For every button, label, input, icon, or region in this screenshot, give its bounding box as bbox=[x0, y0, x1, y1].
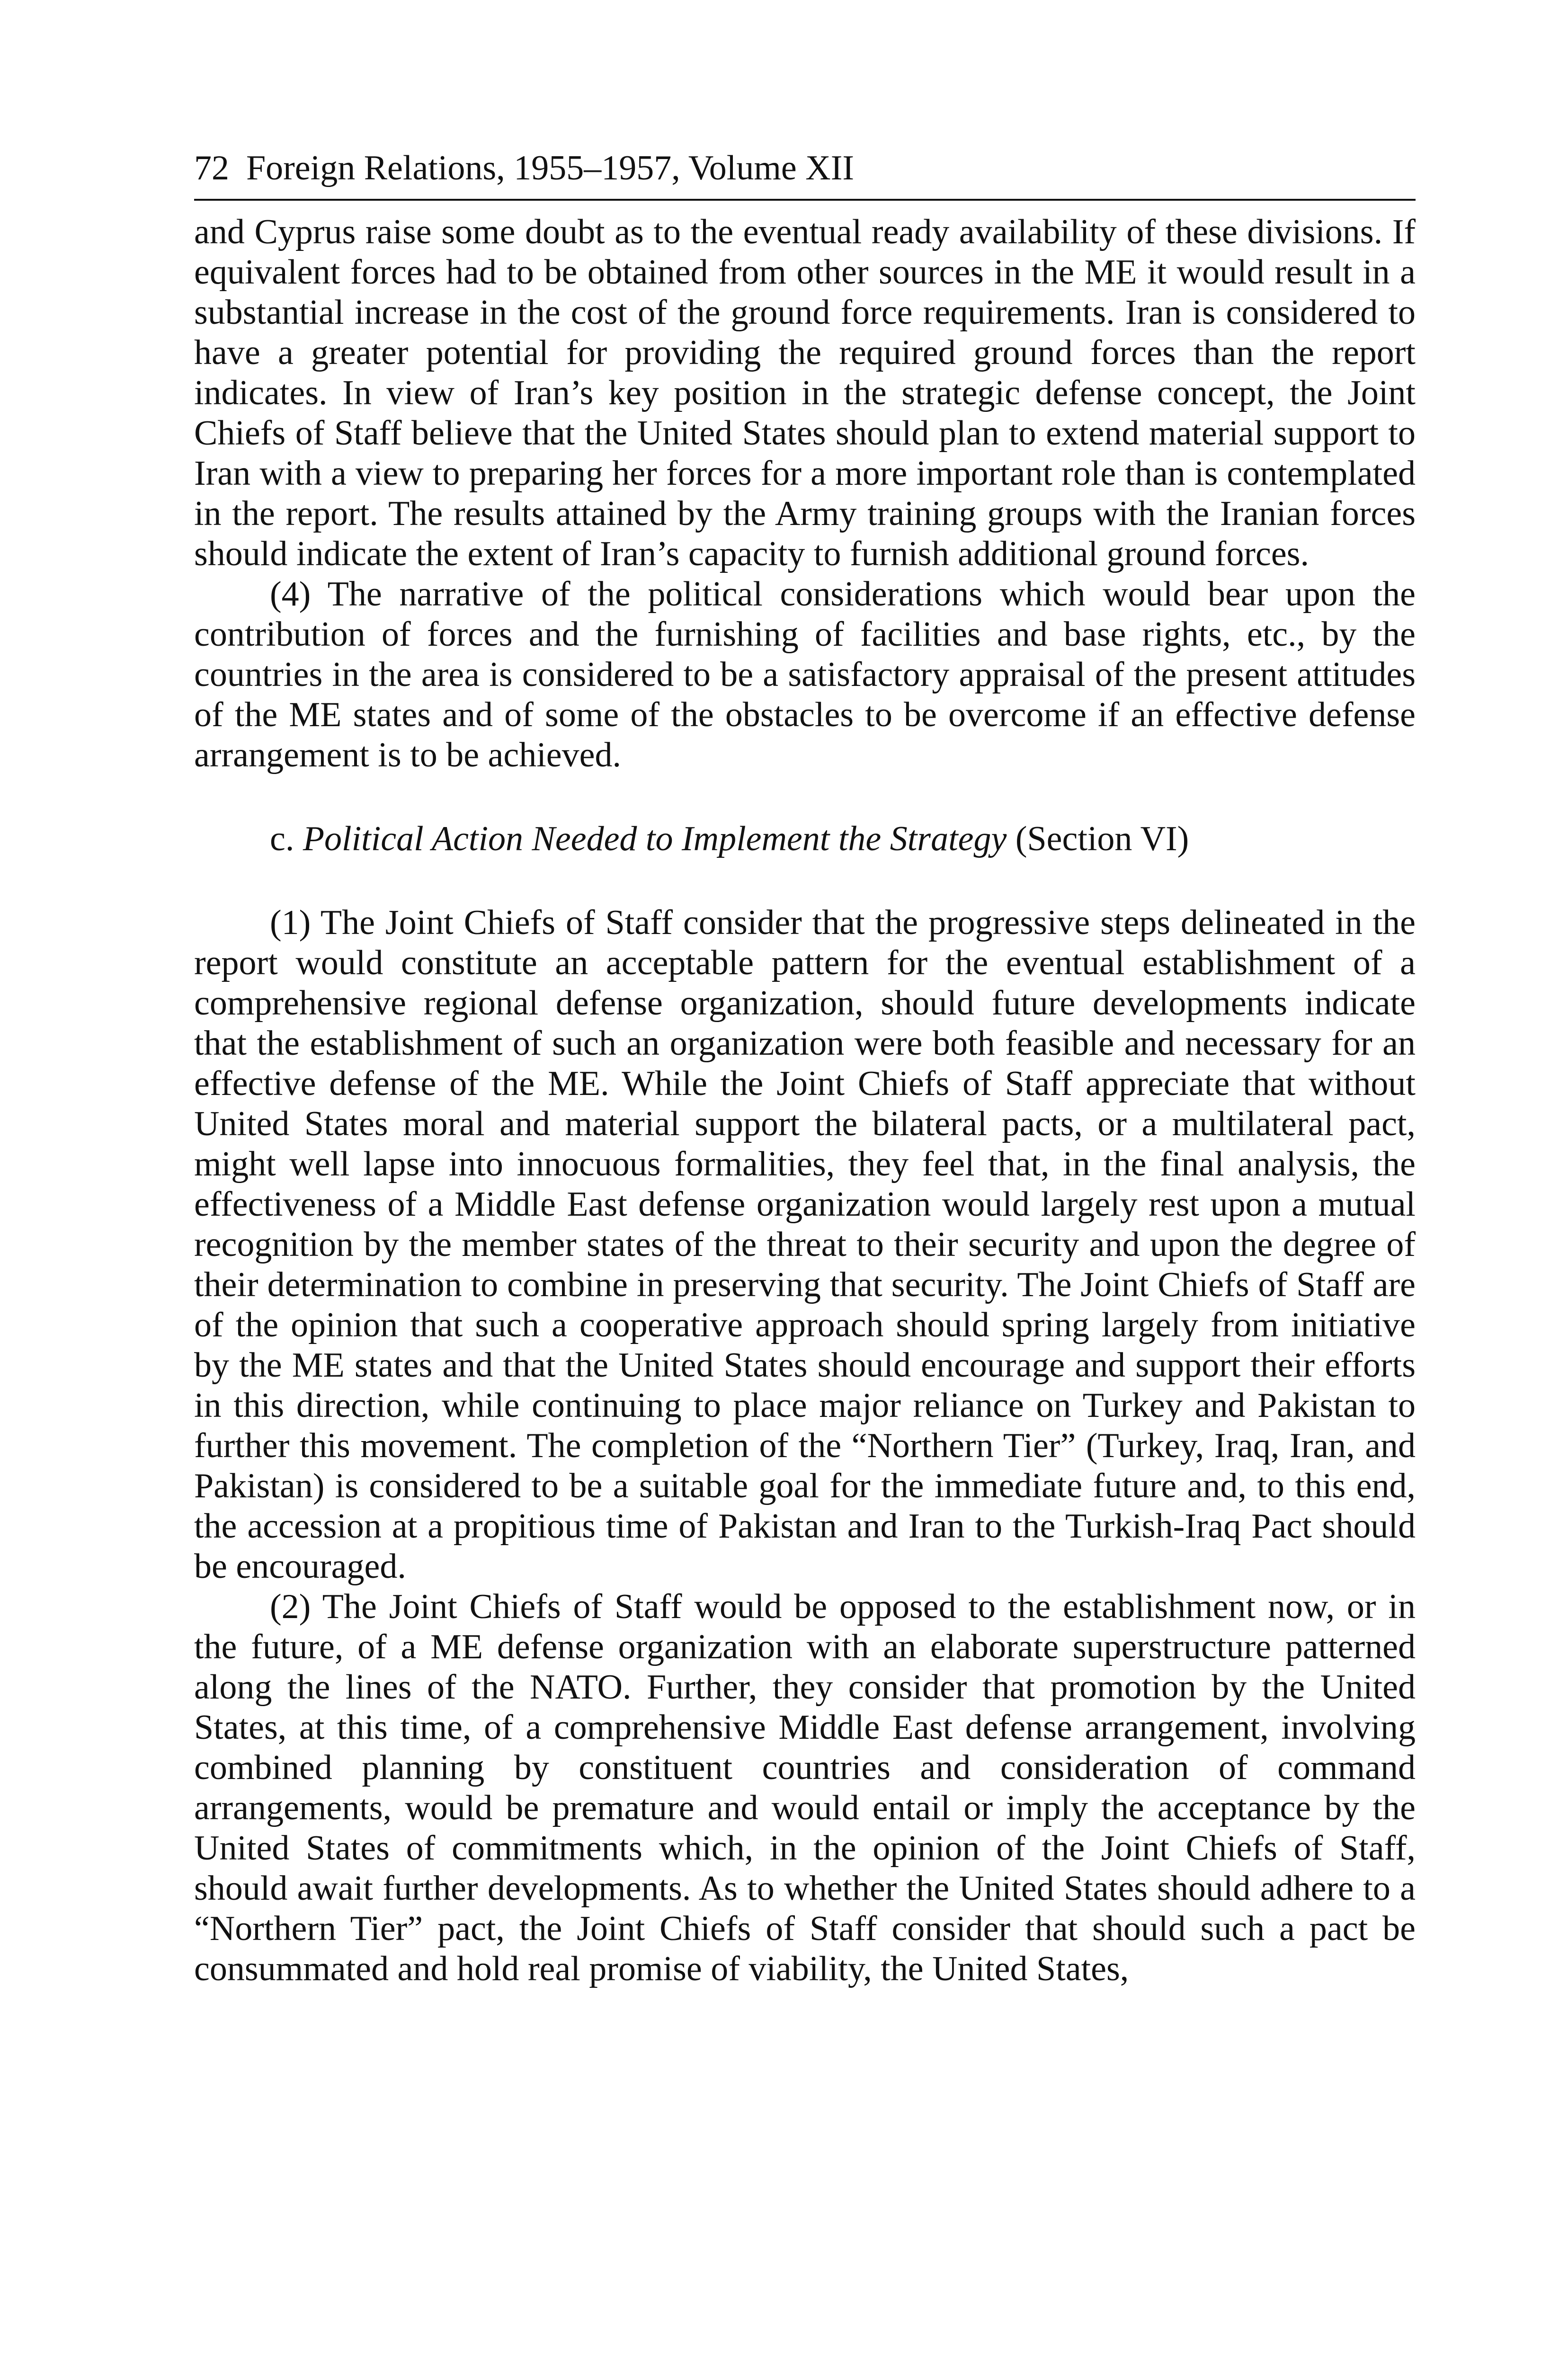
paragraph-1: (1) The Joint Chiefs of Staff consider that the progressive steps delineated in the report would constitute an acceptable pattern for the eventual establishment of a comprehensive regional defense organization, should future developments indicate that the establishment of such an organization were both feasible and necessary for an effective defense of the ME. While the Joint Chiefs of Staff appreciate that without United States moral and material support the bilateral pacts, or a multilateral pact, might well lapse into innocuous formalities, they feel that, in the final analysis, the effectiveness of a Middle East defense organization would largely rest upon a mutual recognition by the member states of the threat to their security and upon the degree of their determination to combine in preserving that security. The Joint Chiefs of Staff are of the opinion that such a cooperative approach should spring largely from initiative by the ME states and that the United States should encourage and support their efforts in this direction, while continuing to place major reliance on Turkey and Pakistan to further this movement. The completion of the “Northern Tier” (Turkey, Iraq, Iran, and Pakistan) is considered to be a suitable goal for the immediate future and, to this end, the accession at a propitious time of Pakistan and Iran to the Turkish-Iraq Pact should be encouraged. bbox=[194, 903, 1416, 1586]
running-title: Foreign Relations, 1955–1957, Volume XII bbox=[246, 149, 854, 187]
section-heading bbox=[194, 819, 1416, 859]
document-page bbox=[194, 142, 1416, 1989]
document-body bbox=[194, 212, 1416, 1989]
paragraph-4: (4) The narrative of the political considerations which would bear upon the contribution of forces and the furnishing of facilities and base rights, etc., by the countries in the area is considered to be a satisfactory appraisal of the present attitudes of the ME states and of some of the obstacles to be overcome if an effective defense arrangement is to be achieved. bbox=[194, 575, 1416, 774]
page-number: 72 bbox=[194, 149, 229, 187]
running-header bbox=[194, 142, 1416, 201]
paragraph-continuation: and Cyprus raise some doubt as to the eventual ready availability of these divisions. If equivalent forces had to be obtained from other sources in the ME it would result in a substantial increase in the cost of the ground force requirements. Iran is considered to have a greater potential for providing the required ground forces than the report indicates. In view of Iran’s key position in the strategic defense concept, the Joint Chiefs of Staff believe that the United States should plan to extend material support to Iran with a view to preparing her forces for a more important role than is contemplated in the report. The results attained by the Army training groups with the Iranian forces should indicate the extent of Iran’s capacity to furnish additional ground forces. bbox=[194, 213, 1416, 573]
section-heading-prefix: c. bbox=[270, 819, 294, 858]
section-heading-title: Political Action Needed to Implement the Strategy bbox=[303, 819, 1007, 858]
paragraph-2: (2) The Joint Chiefs of Staff would be opposed to the establishment now, or in the future, of a ME defense organization with an elaborate superstructure patterned along the lines of the NATO. Further, they consider that promotion by the United States, at this time, of a comprehensive Middle East defense arrangement, involving combined planning by constituent countries and consideration of command arrangements, would be premature and would entail or imply the acceptance by the United States of commitments which, in the opinion of the Joint Chiefs of Staff, should await further developments. As to whether the United States should adhere to a “Northern Tier” pact, the Joint Chiefs of Staff consider that should such a pact be consummated and hold real promise of viability, the United States, bbox=[194, 1587, 1416, 1988]
section-heading-suffix: (Section VI) bbox=[1015, 819, 1189, 858]
